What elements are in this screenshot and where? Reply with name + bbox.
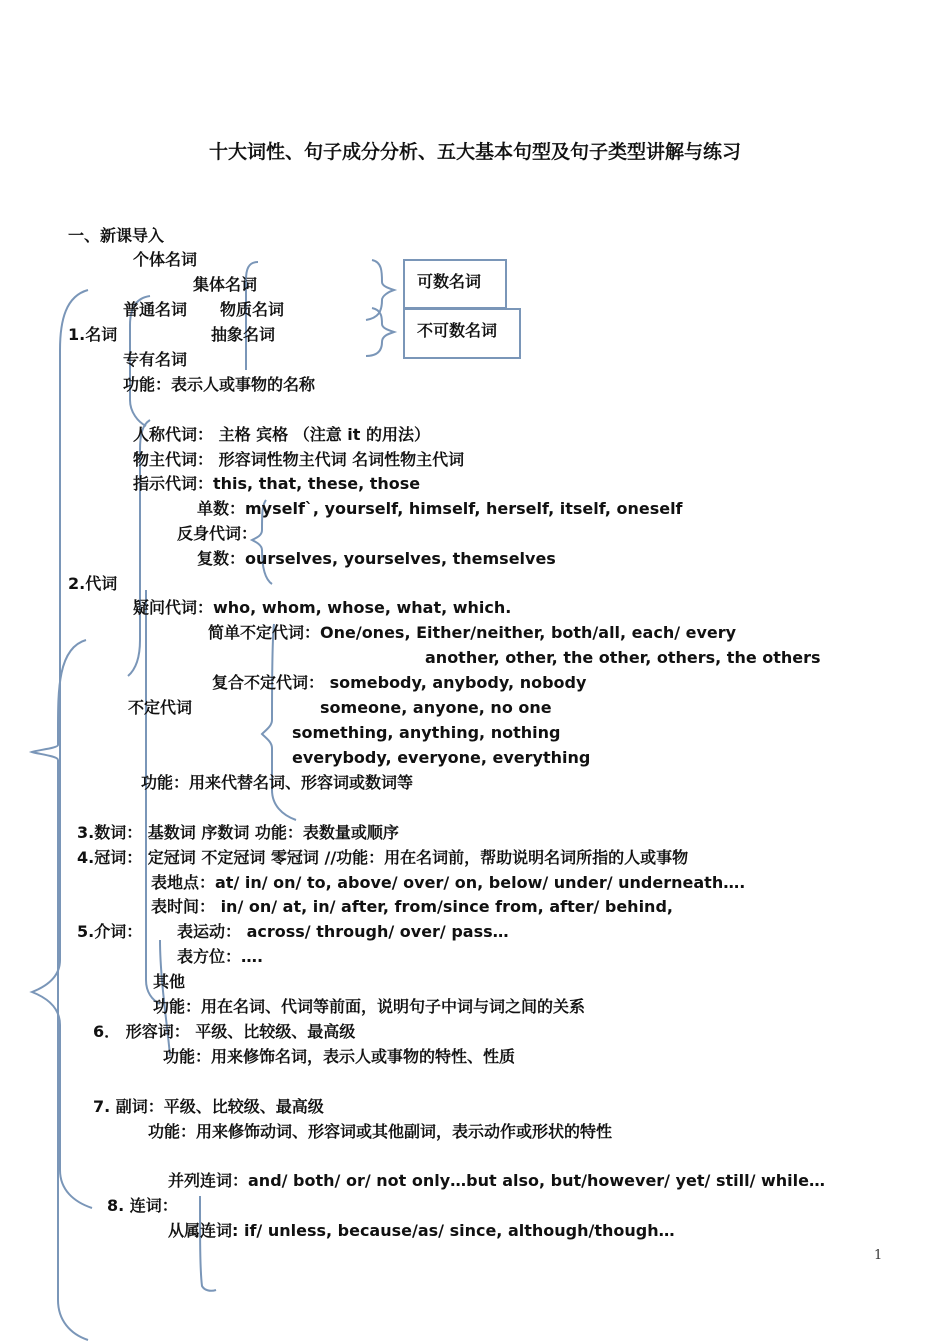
compound-2: someone, anyone, no one: [320, 698, 552, 717]
prep-function: 功能：用在名词、代词等前面，说明句子中词与词之间的关系: [153, 997, 586, 1016]
subordinating-conj: 从属连词: if/ unless, because/as/ since, although/though…: [168, 1221, 675, 1240]
pronoun-heading: 2.代词: [68, 574, 118, 593]
common-noun: 普通名词: [123, 300, 188, 319]
uncountable-brace: [366, 308, 394, 356]
collective-noun: 集体名词: [193, 275, 258, 294]
adverb-function: 功能：用来修饰动词、形容词或其他副词，表示动作或形状的特性: [148, 1122, 613, 1141]
page-number: 1: [874, 1248, 883, 1263]
page-title: 十大词性、句子成分分析、五大基本句型及句子类型讲解与练习: [208, 141, 741, 163]
section-heading: 一、新课导入: [68, 226, 165, 245]
prep-motion: 表运动： across/ through/ over/ pass…: [177, 922, 509, 941]
adverb-heading: 7. 副词：平级、比较级、最高级: [93, 1097, 324, 1116]
uncountable-box: [403, 308, 521, 359]
prep-time: 表时间： in/ on/ at, in/ after, from/since from, after/ behind,: [151, 897, 673, 916]
prep-brace: [146, 590, 160, 1004]
uncountable-label: 不可数名词: [417, 321, 498, 340]
countable-brace: [366, 260, 394, 320]
numeral-line: 3.数词： 基数词 序数词 功能：表数量或顺序: [77, 823, 399, 842]
possessive-pronoun: 物主代词： 形容词性物主代词 名词性物主代词: [133, 450, 465, 469]
compound-3: something, anything, nothing: [292, 723, 561, 742]
indefinite-pronoun: 不定代词: [128, 698, 193, 717]
demonstrative-pronoun: 指示代词：this, that, these, those: [133, 474, 421, 493]
prep-heading: 5.介词：: [77, 922, 143, 941]
interrogative-pronoun: 疑问代词：who, whom, whose, what, which.: [133, 598, 512, 617]
noun-function: 功能：表示人或事物的名称: [123, 375, 316, 394]
personal-pronoun: 人称代词： 主格 宾格 （注意 it 的用法）: [133, 425, 430, 444]
article-line: 4.冠词： 定冠词 不定冠词 零冠词 //功能：用在名词前，帮助说明名词所指的人或事物: [77, 848, 689, 867]
individual-noun: 个体名词: [133, 250, 198, 269]
prep-place: 表地点：at/ in/ on/ to, above/ over/ on, below/ under/ underneath….: [151, 873, 746, 892]
abstract-noun: 抽象名词: [211, 325, 276, 344]
noun-heading: 1.名词: [68, 325, 118, 344]
pronoun-function: 功能：用来代替名词、形容词或数词等: [141, 773, 414, 792]
adjective-function: 功能：用来修饰名词，表示人或事物的特性、性质: [163, 1047, 516, 1066]
compound-4: everybody, everyone, everything: [292, 748, 591, 767]
conjunction-heading: 8. 连词：: [107, 1196, 178, 1215]
material-noun: 物质名词: [220, 300, 285, 319]
countable-box: [403, 259, 507, 309]
simple-indefinite: 简单不定代词：One/ones, Either/neither, both/all, each/ every: [208, 623, 737, 642]
outer-brace-2: [32, 290, 92, 1208]
reflexive-plural: 复数：ourselves, yourselves, themselves: [197, 549, 556, 568]
conj-brace: [200, 1196, 216, 1291]
countable-label: 可数名词: [417, 272, 482, 291]
reflexive-single: 单数：myself`, yourself, himself, herself, itself, oneself: [197, 499, 683, 518]
adjective-heading: 6． 形容词： 平级、比较级、最高级: [93, 1022, 356, 1041]
compound-indefinite: 复合不定代词： somebody, anybody, nobody: [212, 673, 587, 692]
prep-direction: 表方位：….: [177, 947, 264, 966]
proper-noun: 专有名词: [123, 350, 188, 369]
coordinating-conj: 并列连词：and/ both/ or/ not only…but also, but/however/ yet/ still/ while…: [168, 1171, 825, 1190]
reflexive-pronoun: 反身代词：: [177, 524, 258, 543]
prep-other: 其他: [153, 972, 186, 991]
simple-indefinite-2: another, other, the other, others, the others: [425, 648, 821, 667]
